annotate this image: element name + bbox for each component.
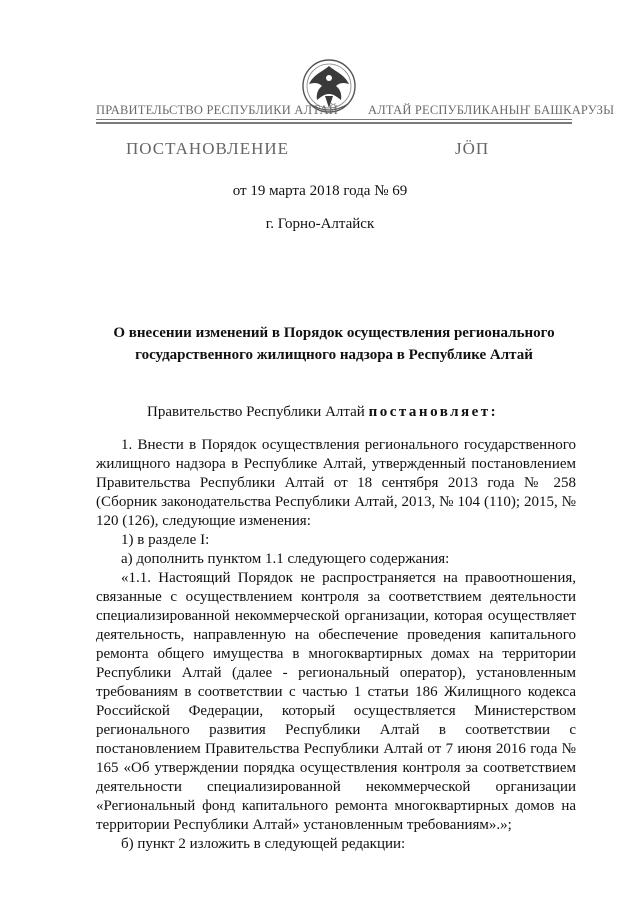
document-body	[96, 436, 576, 854]
government-name-russian: ПРАВИТЕЛЬСТВО РЕСПУБЛИКИ АЛТАЙ	[96, 103, 338, 117]
decree-date-number: от 19 марта 2018 года № 69	[232, 183, 408, 199]
document-title: О внесении изменений в Порядок осуществления регионального государственного жилищного надзора в Республике Алтай	[113, 325, 555, 363]
paragraph: 1. Внести в Порядок осуществления регионального государственного жилищного надзора в Республике Алтай, утвержденный постановлением Правительства Республики Алтай от 18 сентября 2013 года № 258 (Сборник законодательства Республики Алтай, 2013, № 104 (110); 2015, № 120 (126), следующие изменения:	[96, 437, 576, 529]
decree-type-altai: ЈӦП	[455, 139, 490, 158]
resolution-intro	[147, 404, 498, 421]
government-name-altai: АЛТАЙ РЕСПУБЛИКАНЫҤ БАШКАРУЗЫ	[368, 103, 615, 117]
paragraph: «1.1. Настоящий Порядок не распространяется на правоотношения, связанные с осуществлением контроля за соответствием деятельности специализированной некоммерческой организации, которая осуществляет деятельность, направленную на обеспечение проведения капитального ремонта общего имущества в многоквартирных домах на территории Республики Алтай (далее - региональный оператор), установленным требованиям в соответствии с частью 1 статьи 186 Жилищного кодекса Российской Федерации, который осуществляется Министерством регионального развития Республики Алтай в соответствии с постановлением Правительства Республики Алтай от 7 июня 2016 года № 165 «Об утверждении порядка осуществления контроля за соответствием деятельности специализированной некоммерческой организации «Региональный фонд капитального ремонта многоквартирных домов на территории Республики Алтай» установленным требованиям».»;	[96, 570, 576, 833]
header-divider-thick	[96, 122, 572, 124]
resolution-intro-prefix: Правительство Республики Алтай	[147, 404, 365, 420]
paragraph: а) дополнить пунктом 1.1 следующего содержания:	[121, 551, 450, 567]
decree-type-russian: ПОСТАНОВЛЕНИЕ	[126, 139, 290, 158]
resolution-intro-verb: постановляет:	[368, 404, 499, 420]
decree-city: г. Горно-Алтайск	[265, 216, 375, 232]
paragraph: б) пункт 2 изложить в следующей редакции:	[121, 836, 406, 852]
paragraph: 1) в разделе I:	[121, 532, 210, 548]
header-divider	[96, 119, 572, 120]
